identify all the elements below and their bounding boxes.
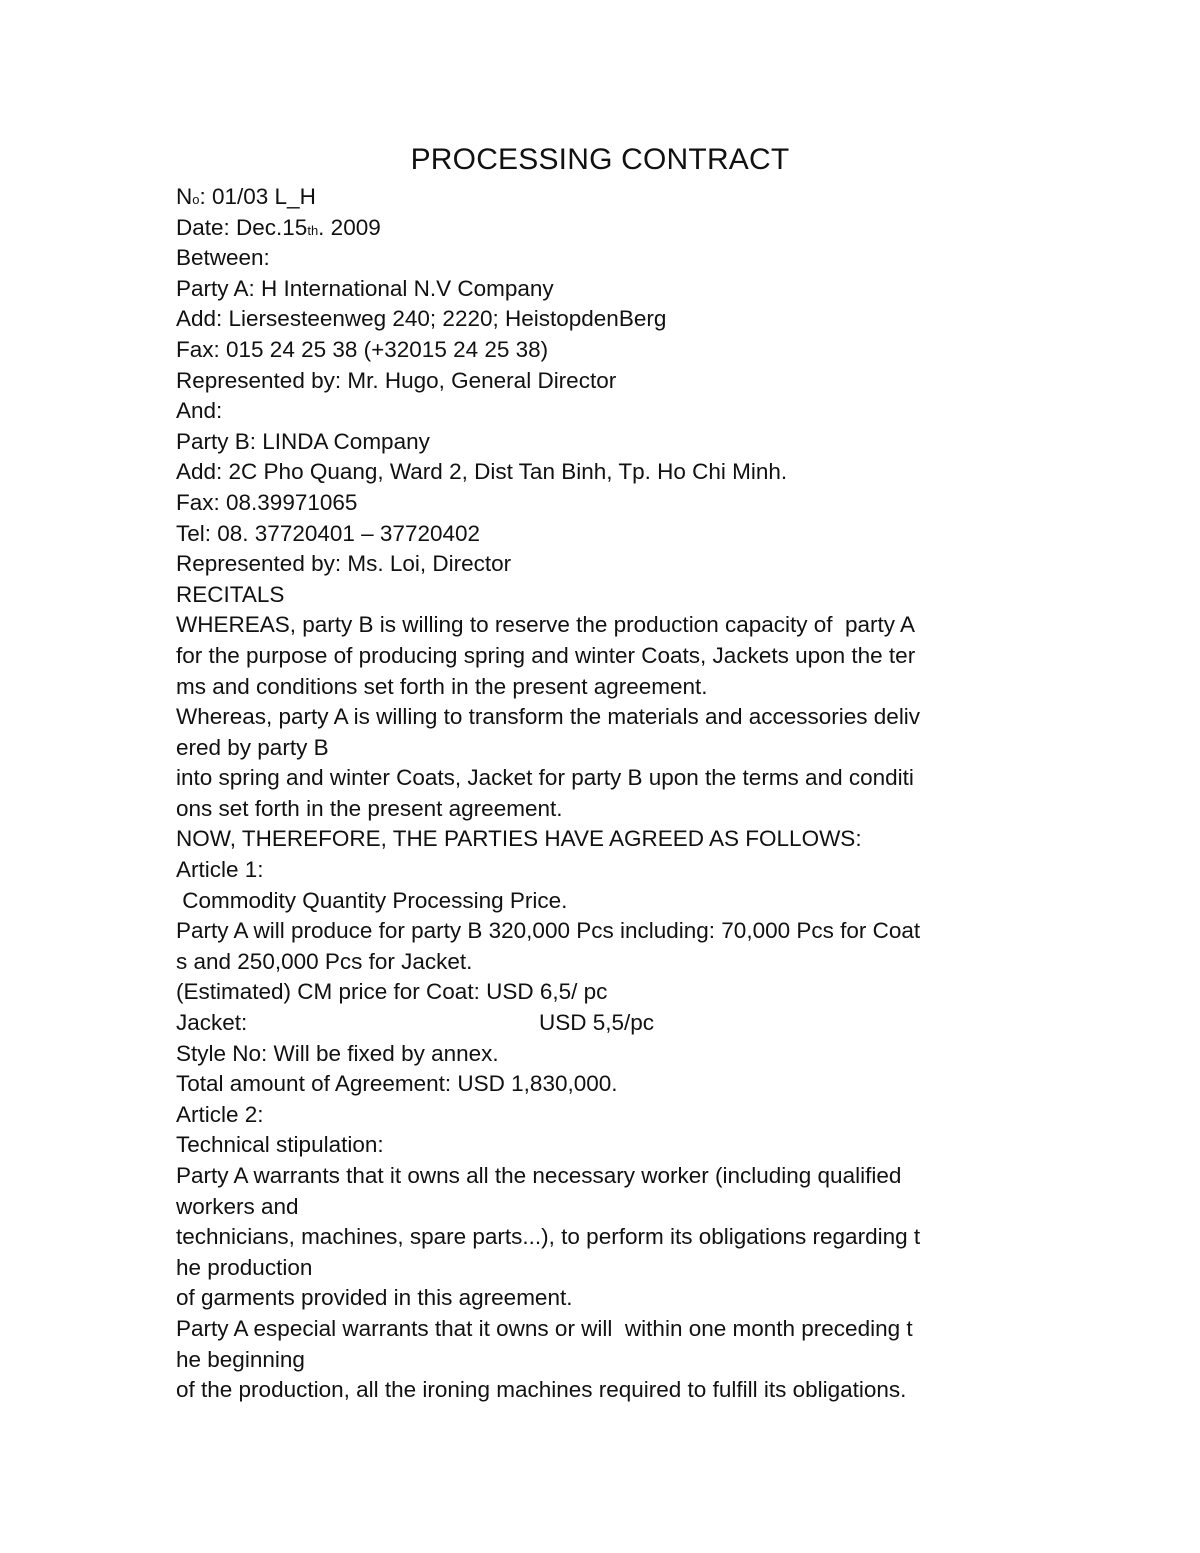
text-line: for the purpose of producing spring and winter Coats, Jackets upon the ter: [176, 642, 916, 668]
text-line: workers and: [176, 1193, 299, 1219]
jacket-price-value: USD 5,5/pc: [539, 1010, 655, 1036]
text-line: of garments provided in this agreement.: [176, 1285, 573, 1311]
text-line: Fax: 08.39971065: [176, 489, 358, 515]
contract-date-rest: . 2009: [318, 214, 381, 240]
contract-title: PROCESSING CONTRACT: [410, 143, 790, 176]
contract-number-sup: o: [192, 192, 200, 207]
contract-number-value: : 01/03 L_H: [199, 184, 316, 209]
text-line: Represented by: Ms. Loi, Director: [176, 551, 512, 577]
text-line: (Estimated) CM price for Coat: USD 6,5/ pc: [176, 979, 608, 1005]
text-line: And:: [176, 398, 223, 424]
text-line: ons set forth in the present agreement.: [176, 795, 563, 821]
text-line: he production: [176, 1254, 313, 1280]
jacket-price-row: [176, 1008, 1036, 1039]
contract-number-prefix: N: [176, 184, 193, 209]
text-line: Between:: [176, 245, 270, 271]
contract-date-sup: th: [307, 222, 319, 238]
text-line: Party A will produce for party B 320,000 Pcs including: 70,000 Pcs for Coat: [176, 918, 921, 944]
text-line: Whereas, party A is willing to transform the materials and accessories deliv: [176, 704, 921, 730]
text-line: Article 2:: [176, 1101, 264, 1127]
text-line: Article 1:: [176, 857, 264, 883]
text-line: Party A warrants that it owns all the necessary worker (including qualified: [176, 1163, 902, 1188]
text-line: Technical stipulation:: [176, 1132, 384, 1158]
text-line: ms and conditions set forth in the present agreement.: [176, 673, 708, 699]
text-line: Tel: 08. 37720401 – 37720402: [176, 520, 481, 546]
contract-date-prefix: Date: Dec.15: [176, 214, 308, 240]
text-line: Represented by: Mr. Hugo, General Director: [176, 367, 617, 393]
text-line: ered by party B: [176, 734, 329, 760]
text-line: Style No: Will be fixed by annex.: [176, 1040, 499, 1066]
text-line: Party A especial warrants that it owns or will within one month preceding t: [176, 1315, 913, 1341]
text-line: Total amount of Agreement: USD 1,830,000.: [176, 1071, 618, 1097]
text-line: into spring and winter Coats, Jacket for party B upon the terms and conditi: [176, 765, 914, 791]
contract-body: [176, 182, 1036, 1406]
contract-section-parties-recitals: [176, 243, 1036, 1008]
contract-number: [176, 182, 1036, 213]
contract-section-articles: [176, 1039, 1036, 1406]
text-line: of the production, all the ironing machines required to fulfill its obligations.: [176, 1377, 907, 1403]
text-line: Add: 2C Pho Quang, Ward 2, Dist Tan Binh, Tp. Ho Chi Minh.: [176, 459, 788, 485]
text-line: Commodity Quantity Processing Price.: [176, 887, 568, 913]
text-line: NOW, THEREFORE, THE PARTIES HAVE AGREED AS FOLLOWS:: [176, 826, 862, 852]
text-line: technicians, machines, spare parts...), to perform its obligations regarding t: [176, 1224, 921, 1250]
text-line: he beginning: [176, 1346, 305, 1372]
jacket-price-label: Jacket:: [176, 1010, 248, 1036]
text-line: Fax: 015 24 25 38 (+32015 24 25 38): [176, 336, 549, 362]
contract-date: [176, 213, 1036, 244]
text-line: Party A: H International N.V Company: [176, 275, 554, 301]
text-line: s and 250,000 Pcs for Jacket.: [176, 948, 473, 974]
text-line: Add: Liersesteenweg 240; 2220; HeistopdenBerg: [176, 306, 667, 332]
text-line: WHEREAS, party B is willing to reserve the production capacity of party A: [176, 612, 916, 638]
text-line: Party B: LINDA Company: [176, 428, 430, 454]
text-line: RECITALS: [176, 581, 285, 607]
